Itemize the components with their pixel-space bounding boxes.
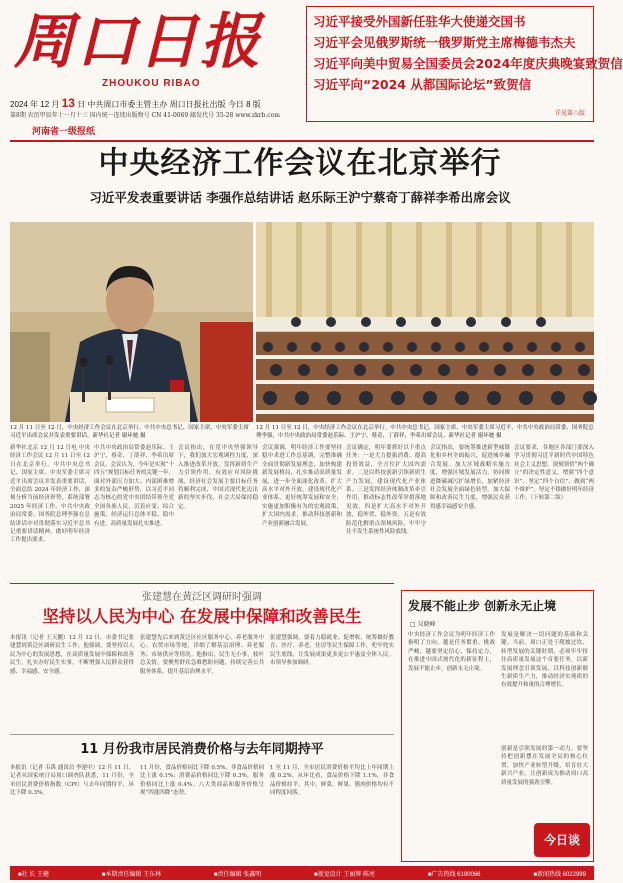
article-column: 中共中央政治局常委赵乐际、王沪宁、蔡奇、丁薛祥、李希出席会议。会议认为，今年是实现“十四五”规划目标任务的关键一年。面对外部压力加大、内部困难增多的复杂严峻形势，以习近平同志为核心的党中央团结带领全党全国各族人民，沉着应变、综合施策，经济运行总体平稳、稳中有进，高质量发展扎实推进。 — [94, 445, 174, 527]
commentary-headline[interactable]: 发展不能止步 创新永无止境 — [408, 599, 557, 613]
lead-headline[interactable]: 中央经济工作会议在北京举行 — [98, 146, 502, 181]
lead-photo-speaker[interactable] — [10, 222, 253, 422]
top-headlines-box — [306, 6, 623, 122]
newspaper-logo: 周口日报 — [14, 7, 262, 77]
photo-caption: 12 月 11 日至 12 日，中央经济工作会议在北京举行。中共中央总书记、国家主席、中央军委主席习近平出席会议并发表重要讲话。新华社记者 谢环驰 摄 — [10, 425, 249, 439]
date-prefix: 2024 年 12 月 — [10, 100, 60, 109]
footer-item: ■新闻热线 6022999 — [533, 871, 586, 878]
article-column: 本报讯（记者 王天鹏）12 月 12 日，市委书记张建慧到黄泛区调研民生工作。他强调，要坚持以人民为中心的发展思想，在高质量发展中保障和改善民生，扎实办好民生实事，不断增强人民群众获得感、幸福感、安全感。 — [10, 635, 134, 675]
masthead — [10, 6, 302, 136]
see-page-link[interactable]: 详见第八版 — [554, 110, 585, 117]
article-column: 创新是引领发展的第一动力。要坚持把创新摆在发展全局的核心位置，加快产业转型升级，培育壮大新兴产业，让创新成为推动周口高质量发展的强劲引擎。 — [501, 746, 588, 786]
article-column: 会议确定，明年要抓好以下重点任务：一是大力提振消费、提高投资效益，全方位扩大国内需求。二是以科技创新引领新质生产力发展，建设现代化产业体系。三是发挥经济体制改革牵引作用，推动标志性改革举措落地见效。四是扩大高水平对外开放，稳外贸、稳外资。五是有效防范化解重点领域风险，牢牢守住不发生系统性风险底线。 — [346, 445, 426, 536]
date-day: 13 — [61, 96, 75, 110]
article-column: 新华社北京 12 月 12 日电 中央经济工作会议 12 月 11 日至 12 日在北京举行。中共中央总书记、国家主席、中央军委主席习近平出席会议并发表重要讲话，全面总结 2024 年经济工作，深刻分析当前经济形势，系统部署 2025 年经济工作。中共中央政治局常委、国务院总理李强在总结讲话中对贯彻落实习近平总书记重要讲话精神、做好明年经济工作提出要求。 — [10, 445, 90, 544]
dateline — [10, 98, 302, 110]
masthead-rule — [10, 140, 594, 142]
article-column: 1 至 11 月，全市居民消费价格平均比上年同期上涨 0.2%。从环比看，食品价格下降 1.1%，非食品价格持平。其中，鲜菜、鲜果、猪肉价格均有不同程度回落。 — [270, 765, 394, 797]
lead-subheadline: 习近平发表重要讲话 李强作总结讲话 赵乐际王沪宁蔡奇丁薛祥李希出席会议 — [89, 190, 511, 205]
footer-item: ■社 长 王健 — [18, 871, 49, 878]
top-headline[interactable]: 习近平向美中贸易全国委员会2024年度庆典晚宴致贺信 — [313, 56, 623, 71]
commentary-badge: 今日谈 — [534, 823, 590, 857]
newspaper-logo-latin: ZHOUKOU RIBAO — [102, 78, 201, 89]
top-headline[interactable]: 习近平会见俄罗斯统一俄罗斯党主席梅德韦杰夫 — [313, 35, 576, 50]
lead-photo-meeting-hall[interactable] — [256, 222, 594, 422]
speaker-photo-image — [10, 222, 253, 422]
article-column: 会议强调，明年经济工作要坚持稳中求进工作总基调，完整准确全面贯彻新发展理念，加快构建新发展格局，扎实推动高质量发展，进一步全面深化改革，扩大高水平对外开放，建设现代化产业体系，更好统筹发展和安全，实施更加积极有为的宏观政策，扩大国内需求，推动科技创新和产业创新融合发展。 — [262, 445, 342, 527]
story2-kicker: 张建慧在黄泛区调研时强调 — [142, 592, 262, 603]
footer-item: ■视觉设计 王丽辉 陈亮 — [314, 871, 376, 878]
article-column: 会议指出，在党中央坚强领导下，我们加大宏观调控力度，深入推进改革开放，发挥新质生产力引领作用，有效应对风险挑战，经济社会发展主要目标任务将顺利完成，中国式现代化迈出新的坚实步伐，社会大局保持稳定。 — [178, 445, 258, 510]
article-column: 张建慧强调，要着力稳就业、促增收，统筹做好教育、医疗、养老、住房等民生保障工作，兜牢兜实民生底线，让发展成果更多更公平惠及全体人民。市领导参加调研。 — [270, 635, 394, 667]
publication-info: 第8期 农历甲辰年十一月十三 国内统一连续出版物号 CN 41-0069 邮发代号 35-28 www.zkrb.com — [10, 112, 280, 119]
footer-item: ■本期责任编辑 王东林 — [101, 871, 162, 878]
commentary-box — [401, 590, 594, 862]
article-column: 11 月份，食品价格同比下降 0.5%，非食品价格同比上涨 0.1%；消费品价格同比下降 0.3%，服务价格同比上涨 0.4%。八大类商品和服务价格呈现“四涨四降”态势。 — [140, 765, 264, 797]
meeting-hall-photo-image — [256, 222, 594, 422]
section-divider — [10, 734, 394, 735]
top-headline[interactable]: 习近平接受外国新任驻华大使递交国书 — [313, 14, 526, 29]
article-column: 会议指出，要统筹推进新型城镇化和乡村全面振兴，促进城乡融合发展。加大区域战略实施力度，增强区域发展活力。协同推进降碳减污扩绿增长，加紧经济社会发展全面绿色转型。加大保障和改善民生力度，增强民众获得感幸福感安全感。 — [430, 445, 510, 510]
article-column: 中央经济工作会议为明年经济工作指明了方向。越是任务繁重、挑战严峻，越要坚定信心、保持定力，在推进中国式现代化的新征程上，发展不能止步，创新永无止境。 — [408, 632, 495, 672]
top-headline[interactable]: 习近平向“2024 从都国际论坛”致贺信 — [313, 77, 532, 92]
footer-item: ■广告热线 6190066 — [427, 871, 481, 878]
footer-item: ■责任编辑 张鑫明 — [213, 871, 262, 878]
article-column: 发展是解决一切问题的基础和关键。当前，周口正处于爬坡过坎、转型发展的关键时期，必须牢牢扭住高质量发展这个首要任务，以新发展理念引领发展，以科技创新催生新质生产力，推动经济实现质的有效提升和量的合理增长。 — [501, 632, 588, 689]
story3-headline[interactable]: 11 月份我市居民消费价格与去年同期持平 — [80, 742, 324, 757]
story2-headline[interactable]: 坚持以人民为中心 在发展中保障和改善民生 — [42, 607, 362, 626]
section-divider — [10, 583, 394, 584]
article-column: 会议要求，各地区各部门要深入学习贯彻习近平新时代中国特色社会主义思想，深刻领悟“两个确立”的决定性意义，增强“四个意识”、坚定“四个自信”、做到“两个维护”，坚定不移做好明年经济工作。（下转第二版） — [514, 445, 594, 502]
photo-caption: 12 月 11 日至 12 日，中央经济工作会议在北京举行。中共中央总书记、国家主席、中央军委主席习近平，中共中央政治局常委、国务院总理李强，中共中央政治局常委赵乐际、王沪宁、蔡奇、丁薛祥、李希出席会议。新华社记者 谢环驰 摄 — [256, 425, 594, 439]
article-column: 本报讯（记者 韦禹 通讯员 李建中）12 月 11 日，记者从国家统计局周口调查队获悉，11 月份，全市居民消费价格指数（CPI）与去年同期持平，环比下降 0.3%。 — [10, 765, 134, 797]
commentary-author: □ 吴晓峰 — [410, 621, 436, 628]
date-suffix: 日 中共周口市委主管主办 周口日报社出版 今日 8 版 — [77, 100, 261, 109]
footer-bar — [10, 866, 594, 880]
newspaper-rank: 河南省一级报纸 — [32, 126, 96, 136]
article-column: 张建慧先后来到黄泛区社区服务中心、养老服务中心、农贸市场等地，详细了解基层治理、养老服务、市场供应等情况。他指出，民生无小事，枝叶总关情。要聚焦群众急难愁盼问题，持续完善公共服务体系，提升基层治理水平。 — [140, 635, 264, 675]
